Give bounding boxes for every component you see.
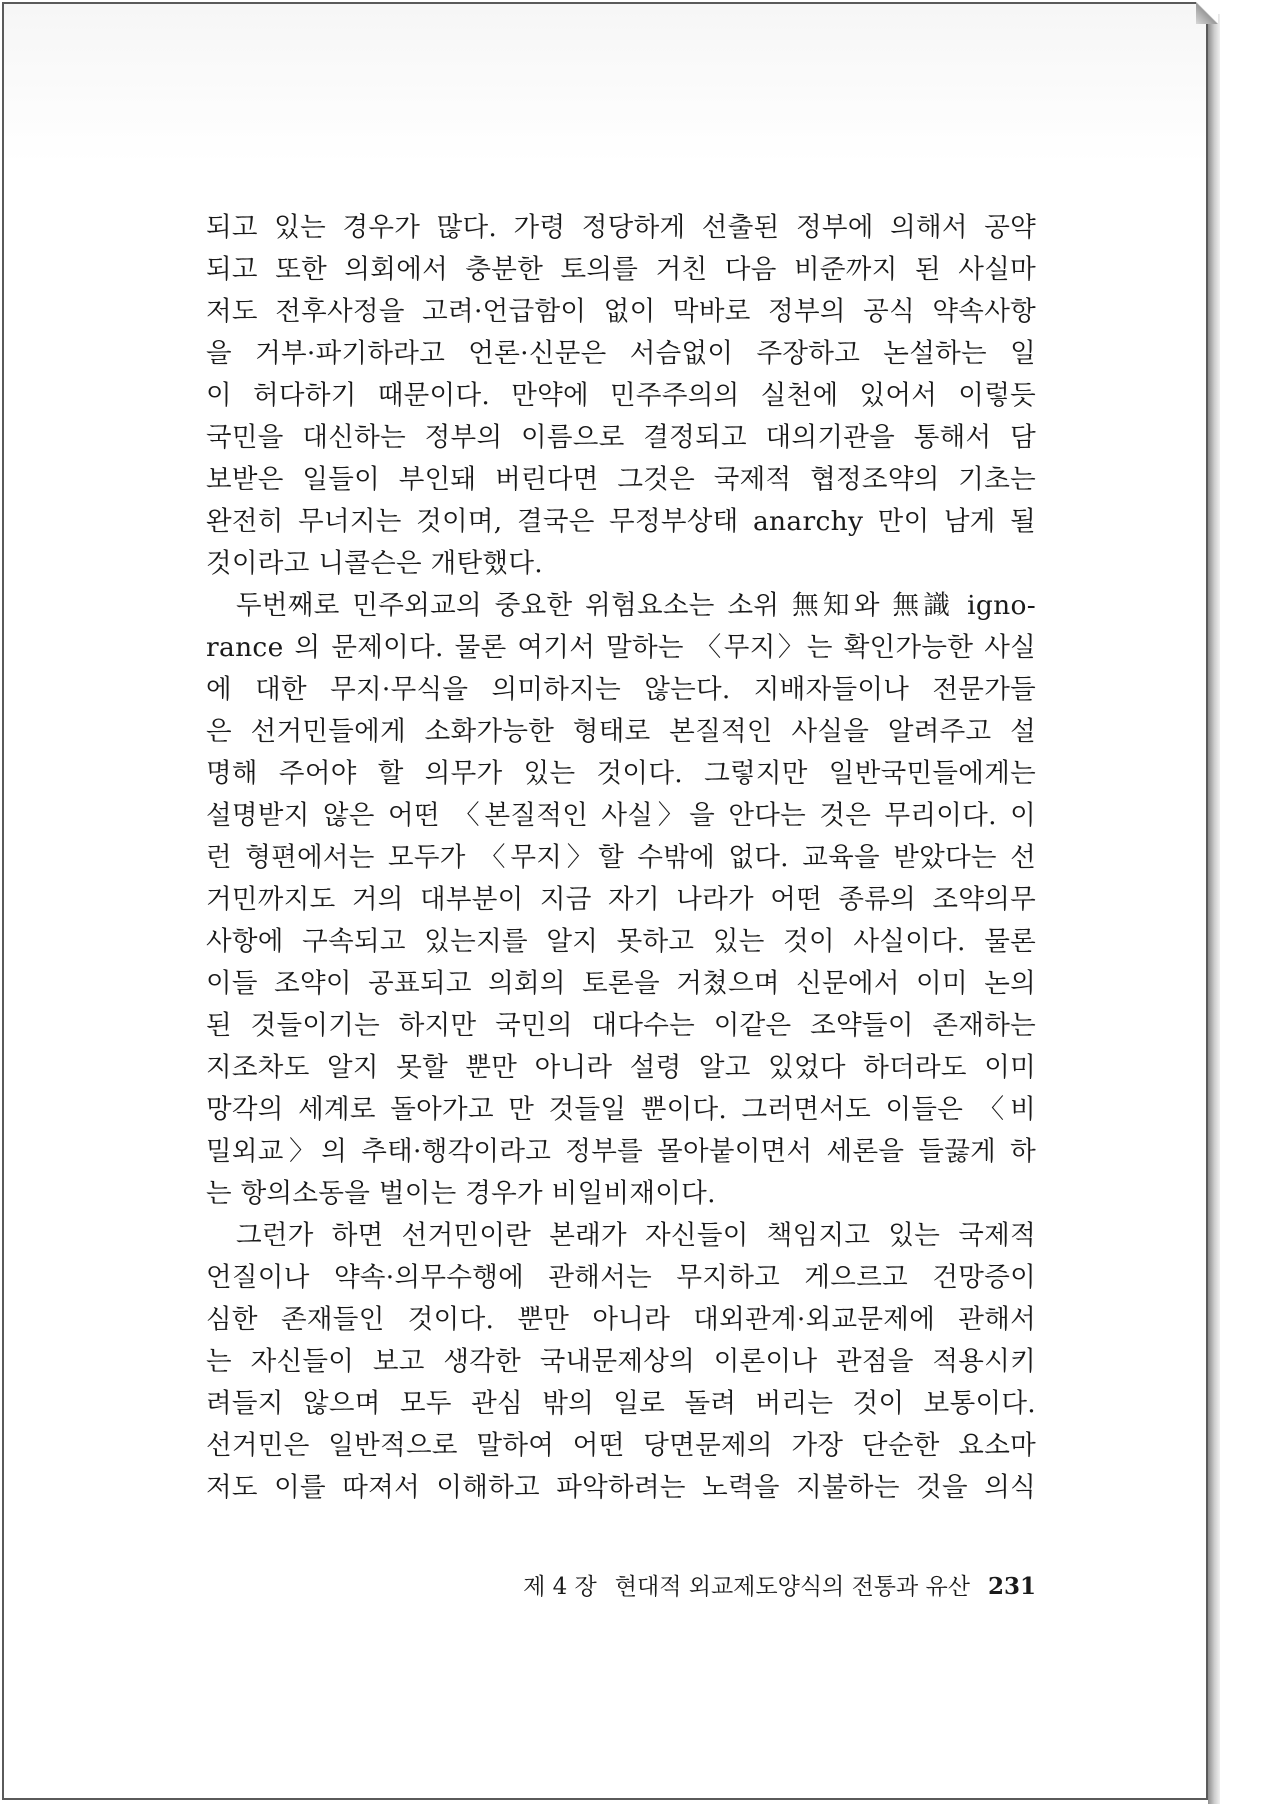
text-line: 사항에 구속되고 있는지를 알지 못하고 있는 것이 사실이다. 물론 xyxy=(206,926,1036,957)
text-line: 지조차도 알지 못할 뿐만 아니라 설령 알고 있었다 하더라도 이미 xyxy=(206,1052,1036,1083)
text-line: 저도 전후사정을 고려·언급함이 없이 막바로 정부의 공식 약속사항 xyxy=(206,296,1036,327)
page-curl-corner xyxy=(1196,2,1218,24)
text-line: 되고 있는 경우가 많다. 가령 정당하게 선출된 정부에 의해서 공약 xyxy=(206,212,1036,243)
text-line: 에 대한 무지·무식을 의미하지는 않는다. 지배자들이나 전문가들 xyxy=(206,674,1036,705)
text-line: 런 형편에서는 모두가 〈무지〉할 수밖에 없다. 교육을 받았다는 선 xyxy=(206,842,1036,873)
text-line: 는 자신들이 보고 생각한 국내문제상의 이론이나 관점을 적용시키 xyxy=(206,1346,1036,1377)
text-line: 설명받지 않은 어떤 〈본질적인 사실〉을 안다는 것은 무리이다. 이 xyxy=(206,800,1036,831)
text-line: 언질이나 약속·의무수행에 관해서는 무지하고 게으르고 건망증이 xyxy=(206,1262,1036,1293)
text-line: 저도 이를 따져서 이해하고 파악하려는 노력을 지불하는 것을 의식 xyxy=(206,1472,1036,1503)
text-line: 된 것들이기는 하지만 국민의 대다수는 이같은 조약들이 존재하는 xyxy=(206,1010,1036,1041)
text-line: 되고 또한 의회에서 충분한 토의를 거친 다음 비준까지 된 사실마 xyxy=(206,254,1036,285)
footer-chapter: 제 4 장 xyxy=(523,1574,597,1600)
text-line: 은 선거민들에게 소화가능한 형태로 본질적인 사실을 알려주고 설 xyxy=(206,716,1036,747)
text-line: 을 거부·파기하라고 언론·신문은 서슴없이 주장하고 논설하는 일 xyxy=(206,338,1036,369)
text-line: 보받은 일들이 부인돼 버린다면 그것은 국제적 협정조약의 기초는 xyxy=(206,464,1036,495)
text-line: 이들 조약이 공표되고 의회의 토론을 거쳤으며 신문에서 이미 논의 xyxy=(206,968,1036,999)
text-line: 이 허다하기 때문이다. 만약에 민주주의의 실천에 있어서 이렇듯 xyxy=(206,380,1036,411)
text-line: 국민을 대신하는 정부의 이름으로 결정되고 대의기관을 통해서 담 xyxy=(206,422,1036,453)
text-line: 심한 존재들인 것이다. 뿐만 아니라 대외관계·외교문제에 관해서 xyxy=(206,1304,1036,1335)
page-body-text xyxy=(4,4,1206,1798)
text-line: 선거민은 일반적으로 말하여 어떤 당면문제의 가장 단순한 요소마 xyxy=(206,1430,1036,1461)
page-edge-shadow xyxy=(1208,14,1220,1804)
text-line: 두번째로 민주외교의 중요한 위험요소는 소위 無知와 無識 igno- xyxy=(236,590,1036,621)
text-line: 거민까지도 거의 대부분이 지금 자기 나라가 어떤 종류의 조약의무 xyxy=(206,884,1036,915)
text-line: 명해 주어야 할 의무가 있는 것이다. 그렇지만 일반국민들에게는 xyxy=(206,758,1036,789)
text-line: 완전히 무너지는 것이며, 결국은 무정부상태 anarchy 만이 남게 될 xyxy=(206,506,1036,537)
text-line: rance 의 문제이다. 물론 여기서 말하는 〈무지〉는 확인가능한 사실 xyxy=(206,632,1036,663)
text-line: 것이라고 니콜슨은 개탄했다. xyxy=(206,548,543,579)
text-line: 는 항의소동을 벌이는 경우가 비일비재이다. xyxy=(206,1178,716,1209)
footer-chapter-title: 현대적 외교제도양식의 전통과 유산 xyxy=(614,1574,970,1600)
text-line: 밀외교〉의 추태·행각이라고 정부를 몰아붙이면서 세론을 들끓게 하 xyxy=(206,1136,1036,1167)
page-number: 231 xyxy=(987,1573,1036,1600)
text-line: 그런가 하면 선거민이란 본래가 자신들이 책임지고 있는 국제적 xyxy=(236,1220,1036,1251)
book-page xyxy=(2,2,1208,1800)
text-line: 망각의 세계로 돌아가고 만 것들일 뿐이다. 그러면서도 이들은 〈비 xyxy=(206,1094,1036,1125)
page-footer xyxy=(464,1566,1036,1608)
text-line: 려들지 않으며 모두 관심 밖의 일로 돌려 버리는 것이 보통이다. xyxy=(206,1388,1036,1419)
